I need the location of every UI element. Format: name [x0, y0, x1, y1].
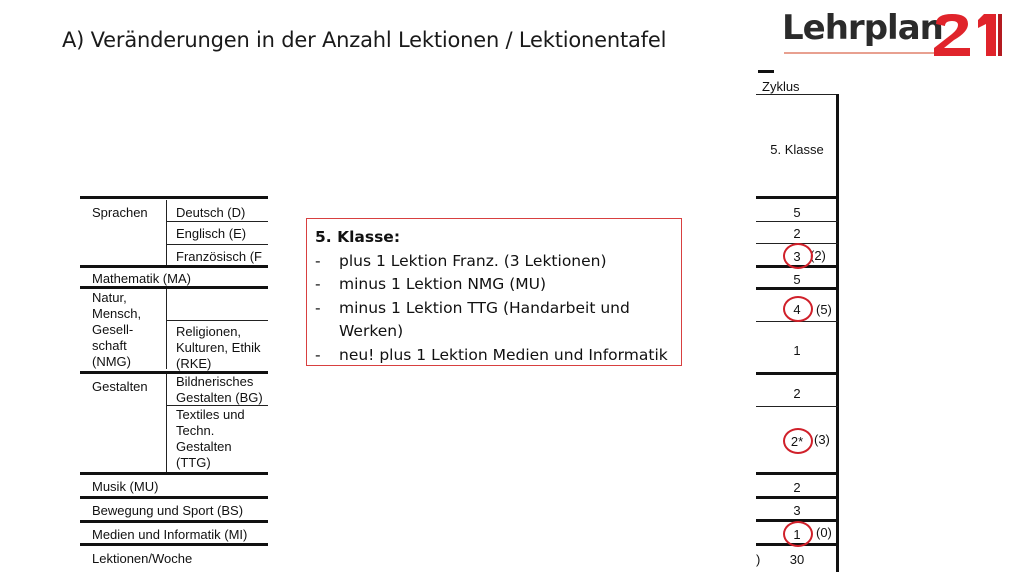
group-label-nmg: Natur, Mensch, Gesell- schaft (NMG): [92, 290, 142, 369]
value-rke: 1: [793, 343, 801, 358]
table-border: [80, 472, 268, 475]
logo-underline: [784, 52, 934, 54]
table-border: [756, 287, 838, 290]
value-musik: 2: [793, 480, 801, 495]
table-border: [166, 221, 268, 222]
table-border: [836, 94, 839, 572]
value-total: 30: [789, 552, 805, 567]
changes-callout: [306, 218, 682, 366]
highlight-circle-nmg: [783, 296, 813, 322]
group-label-mathematik: Mathematik (MA): [92, 271, 191, 286]
value-nmg: 4: [793, 302, 801, 317]
callout-item: - plus 1 Lektion Franz. (3 Lektionen): [315, 250, 673, 274]
group-label-medien-informatik: Medien und Informatik (MI): [92, 527, 248, 542]
table-border: [80, 543, 268, 546]
previous-value-medien-informatik: (0): [816, 525, 832, 540]
total-label: Lektionen/Woche: [92, 551, 193, 566]
table-border: [166, 244, 268, 245]
callout-item: - minus 1 Lektion NMG (MU): [315, 273, 673, 297]
table-border: [80, 496, 268, 499]
table-border: [756, 372, 838, 375]
previous-value-franzoesisch: (2): [810, 248, 826, 263]
table-border: [756, 196, 838, 199]
table-divider: [166, 289, 167, 369]
callout-heading: 5. Klasse:: [315, 228, 401, 246]
callout-item: - neu! plus 1 Lektion Medien und Informatik: [315, 344, 673, 368]
table-border: [80, 265, 268, 268]
lehrplan21-logo: [782, 8, 1014, 60]
value-englisch: 2: [793, 226, 801, 241]
logo-21-mark: [932, 10, 1012, 58]
table-divider: [166, 374, 167, 472]
group-label-gestalten: Gestalten: [92, 379, 148, 394]
value-mathematik: 5: [793, 272, 801, 287]
value-medien-informatik: 1: [793, 527, 801, 542]
previous-value-ttg: (3): [814, 432, 830, 447]
table-border: [756, 472, 838, 475]
group-label-sprachen: Sprachen: [92, 205, 148, 220]
value-ttg: 2*: [790, 434, 804, 449]
table-border: [166, 320, 268, 321]
value-franzoesisch: 3: [793, 249, 801, 264]
callout-list: [315, 250, 673, 368]
table-border: [756, 94, 838, 95]
lesson-table-left: [80, 196, 268, 572]
subject-deutsch: Deutsch (D): [176, 205, 246, 220]
table-border: [758, 70, 774, 73]
group-label-bewegung-sport: Bewegung und Sport (BS): [92, 503, 244, 518]
table-border: [756, 496, 838, 499]
subject-rke: Religionen, Kulturen, Ethik (RKE): [176, 324, 261, 371]
table-border: [756, 406, 838, 407]
previous-value-nmg: (5): [816, 302, 832, 317]
edge-paren: ): [756, 552, 761, 567]
subject-ttg: Textiles und Techn. Gestalten (TTG): [176, 407, 245, 470]
table-border: [756, 221, 838, 222]
slide-title: A) Veränderungen in der Anzahl Lektionen / Lektionentafel: [62, 28, 667, 52]
subject-englisch: Englisch (E): [176, 226, 247, 241]
cycle-header: Zyklus: [762, 79, 800, 94]
subject-franzoesisch: Französisch (F: [176, 249, 262, 264]
table-border: [80, 196, 268, 199]
lesson-table-right: [756, 66, 840, 576]
value-deutsch: 5: [793, 205, 801, 220]
highlight-circle-medien-informatik: [783, 521, 813, 547]
value-bg: 2: [793, 386, 801, 401]
callout-item: - minus 1 Lektion TTG (Handarbeit und Werken): [315, 297, 673, 344]
subject-bg: Bildnerisches Gestalten (BG): [176, 374, 263, 405]
table-divider: [166, 200, 167, 267]
highlight-circle-ttg: [783, 428, 813, 454]
group-label-musik: Musik (MU): [92, 479, 159, 494]
logo-text: Lehrplan: [782, 8, 943, 48]
table-border: [80, 520, 268, 523]
highlight-circle-franzoesisch: [783, 243, 813, 269]
value-bewegung-sport: 3: [793, 503, 801, 518]
class-header: 5. Klasse: [770, 142, 824, 157]
